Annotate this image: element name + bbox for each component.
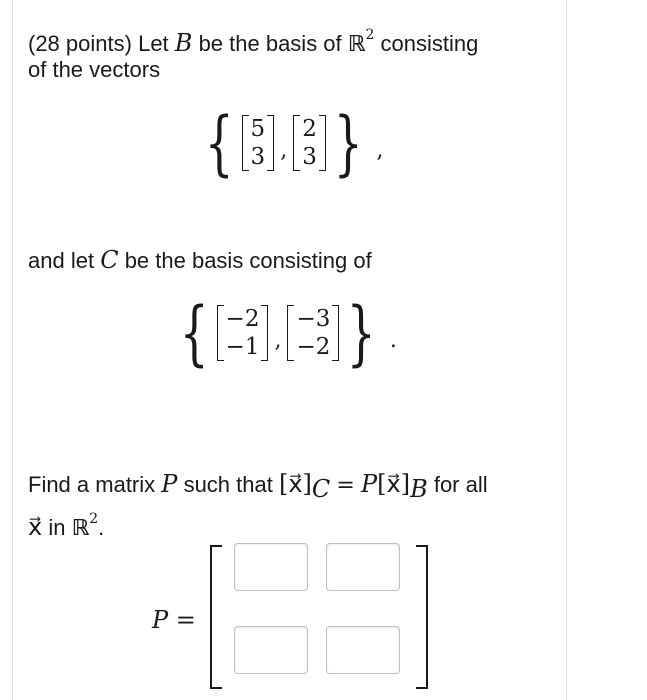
find-text: Find a matrix: [28, 472, 156, 497]
basis-b-set: [197, 102, 389, 184]
question-line-5: [28, 502, 104, 546]
vector-entry: 5: [250, 116, 266, 142]
vector-c1: [217, 305, 269, 361]
set-end-punct: .: [389, 327, 397, 353]
x-vector-symbol: x⃗: [28, 513, 43, 541]
coord-x-b: [x⃗]: [377, 470, 411, 498]
and-rest: be the basis consisting of: [124, 248, 372, 273]
vector-entry: −1: [225, 334, 260, 360]
vector-entry: 3: [250, 144, 266, 170]
separator: ,: [274, 327, 282, 353]
vector-entry: −3: [296, 306, 331, 332]
right-brace: }: [347, 292, 377, 374]
dim-superscript: 2: [365, 27, 375, 43]
and-let: and let: [28, 248, 95, 273]
points-label: (28 points): [28, 31, 132, 56]
matrix-cell-r1c1[interactable]: [234, 543, 308, 591]
answer-label: P =: [152, 606, 196, 634]
vector-b2: [293, 115, 326, 171]
p-symbol: P: [360, 470, 378, 498]
set-end-punct: ,: [376, 137, 384, 163]
vector-entry: −2: [296, 334, 331, 360]
basis-b-symbol: B: [174, 29, 193, 57]
matrix-right-bracket: [416, 545, 428, 689]
p-symbol: P: [161, 470, 178, 498]
equals-sign: =: [336, 473, 355, 498]
vector-entry: 2: [302, 116, 317, 142]
in-word: in: [48, 515, 66, 540]
left-brace: {: [204, 102, 234, 184]
matrix-cell-r2c2[interactable]: [326, 626, 400, 674]
matrix-cell-r2c1[interactable]: [234, 626, 308, 674]
matrix-left-bracket: [210, 545, 222, 689]
end-dot: .: [98, 515, 105, 540]
coord-x-c: [x⃗]: [278, 470, 312, 498]
left-brace: {: [179, 292, 209, 374]
such-that: such that: [183, 472, 273, 497]
for-all: for all: [433, 472, 488, 497]
real-symbol: ℝ: [347, 32, 366, 57]
dim-superscript: 2: [89, 511, 99, 527]
right-brace: }: [333, 102, 363, 184]
intro-rest: be the basis of: [198, 31, 342, 56]
vector-entry: 3: [302, 144, 317, 170]
sub-b: B: [410, 475, 428, 503]
matrix-cell-r1c2[interactable]: [326, 543, 400, 591]
sub-c: C: [311, 475, 331, 503]
vector-c2: [287, 305, 339, 361]
basis-c-set: [172, 292, 403, 374]
real-symbol: ℝ: [71, 516, 90, 541]
question-line-4: [28, 467, 488, 506]
separator: ,: [280, 137, 288, 163]
vector-b1: [242, 115, 275, 171]
intro-let: Let: [138, 31, 169, 56]
question-line-2: of the vectors: [28, 57, 161, 82]
basis-c-symbol: C: [100, 246, 119, 274]
consisting-word: consisting: [380, 31, 479, 56]
question-line-3: [28, 243, 372, 278]
vector-entry: −2: [225, 306, 260, 332]
